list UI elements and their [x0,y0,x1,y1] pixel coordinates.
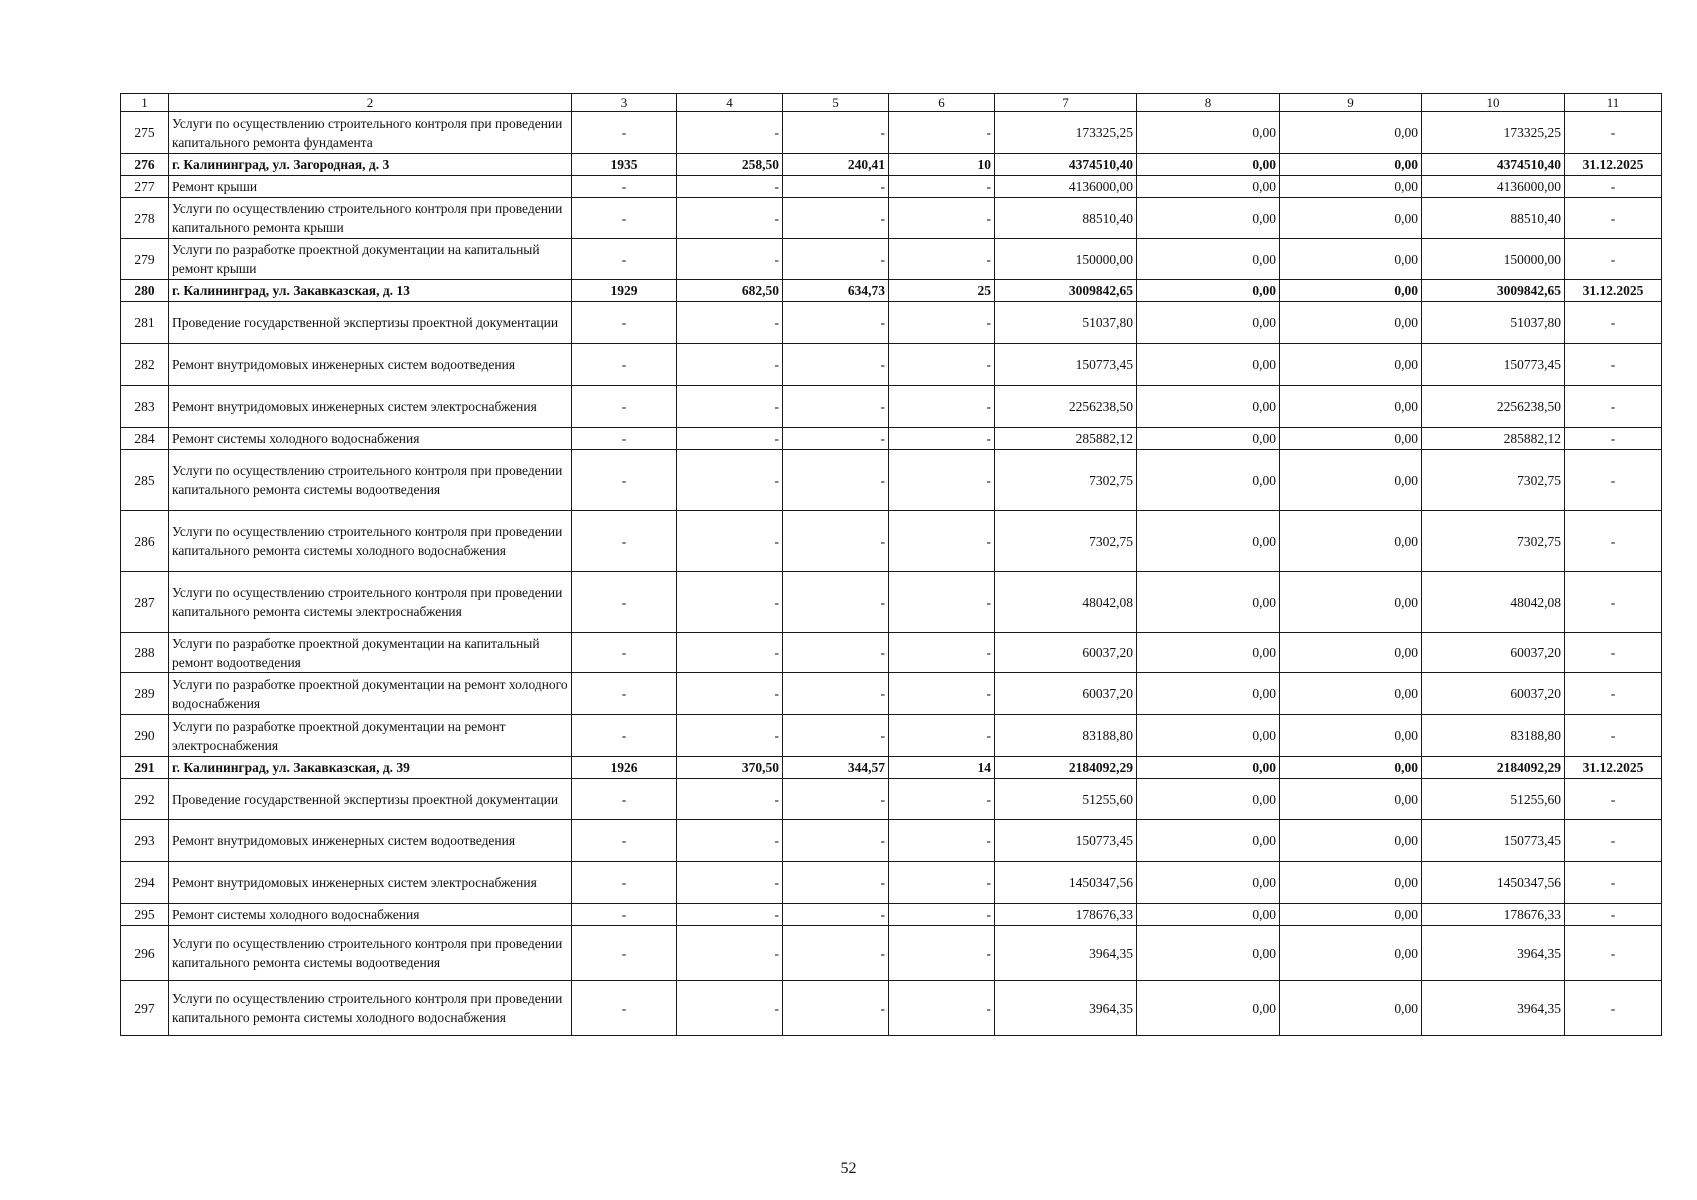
row-number: 281 [121,302,169,344]
deadline-cell: - [1565,450,1662,511]
cost-fund-cell: 0,00 [1137,386,1280,428]
year-cell: 1935 [572,154,677,176]
area-living-cell: - [783,112,889,154]
residents-cell: - [889,904,995,926]
year-cell: - [572,386,677,428]
year-cell: - [572,112,677,154]
cost-budget-cell: 0,00 [1280,302,1422,344]
year-cell: - [572,572,677,633]
year-cell: - [572,633,677,673]
deadline-cell: 31.12.2025 [1565,757,1662,779]
column-number: 5 [783,94,889,112]
cost-owners-cell: 3964,35 [1422,926,1565,981]
table-row [121,981,1662,1036]
column-number: 2 [169,94,572,112]
item-name: Услуги по осуществлению строительного контроля при проведении капитального ремонта системы водоотведения [169,926,572,981]
table-row [121,820,1662,862]
column-number: 9 [1280,94,1422,112]
area-total-cell: - [677,176,783,198]
cost-owners-cell: 178676,33 [1422,904,1565,926]
cost-total-cell: 7302,75 [995,450,1137,511]
table-row [121,511,1662,572]
cost-owners-cell: 7302,75 [1422,511,1565,572]
area-living-cell: - [783,511,889,572]
residents-cell: - [889,926,995,981]
area-total-cell: - [677,112,783,154]
area-total-cell: - [677,344,783,386]
table-row [121,779,1662,820]
deadline-cell: - [1565,904,1662,926]
cost-fund-cell: 0,00 [1137,511,1280,572]
table-row [121,428,1662,450]
item-name: Ремонт внутридомовых инженерных систем электроснабжения [169,862,572,904]
cost-fund-cell: 0,00 [1137,904,1280,926]
residents-cell: - [889,779,995,820]
cost-budget-cell: 0,00 [1280,511,1422,572]
cost-total-cell: 48042,08 [995,572,1137,633]
area-living-cell: - [783,386,889,428]
cost-fund-cell: 0,00 [1137,779,1280,820]
area-total-cell: - [677,862,783,904]
cost-fund-cell: 0,00 [1137,302,1280,344]
area-living-cell: - [783,572,889,633]
cost-owners-cell: 3964,35 [1422,981,1565,1036]
item-name: г. Калининград, ул. Закавказская, д. 13 [169,280,572,302]
cost-total-cell: 60037,20 [995,633,1137,673]
item-name: Ремонт системы холодного водоснабжения [169,428,572,450]
cost-owners-cell: 83188,80 [1422,715,1565,757]
area-living-cell: - [783,344,889,386]
cost-budget-cell: 0,00 [1280,239,1422,280]
year-cell: - [572,198,677,239]
row-number: 286 [121,511,169,572]
cost-budget-cell: 0,00 [1280,862,1422,904]
table-row [121,633,1662,673]
cost-owners-cell: 48042,08 [1422,572,1565,633]
year-cell: - [572,904,677,926]
cost-owners-cell: 285882,12 [1422,428,1565,450]
row-number: 285 [121,450,169,511]
area-total-cell: 370,50 [677,757,783,779]
year-cell: - [572,176,677,198]
area-total-cell: - [677,302,783,344]
cost-total-cell: 88510,40 [995,198,1137,239]
area-living-cell: - [783,820,889,862]
area-total-cell: - [677,572,783,633]
row-number: 294 [121,862,169,904]
row-number: 295 [121,904,169,926]
residents-cell: - [889,981,995,1036]
residents-cell: - [889,344,995,386]
cost-budget-cell: 0,00 [1280,820,1422,862]
item-name: Ремонт внутридомовых инженерных систем электроснабжения [169,386,572,428]
area-total-cell: 258,50 [677,154,783,176]
cost-fund-cell: 0,00 [1137,280,1280,302]
row-number: 288 [121,633,169,673]
row-number: 283 [121,386,169,428]
deadline-cell: - [1565,633,1662,673]
row-number: 282 [121,344,169,386]
deadline-cell: - [1565,198,1662,239]
area-total-cell: - [677,450,783,511]
cost-owners-cell: 2256238,50 [1422,386,1565,428]
table-row [121,386,1662,428]
year-cell: - [572,715,677,757]
item-name: Ремонт крыши [169,176,572,198]
area-total-cell: - [677,428,783,450]
year-cell: - [572,779,677,820]
item-name: Услуги по осуществлению строительного контроля при проведении капитального ремонта системы холодного водоснабжения [169,981,572,1036]
cost-fund-cell: 0,00 [1137,633,1280,673]
row-number: 290 [121,715,169,757]
cost-owners-cell: 51255,60 [1422,779,1565,820]
item-name: Проведение государственной экспертизы проектной документации [169,779,572,820]
cost-owners-cell: 7302,75 [1422,450,1565,511]
cost-fund-cell: 0,00 [1137,715,1280,757]
deadline-cell: - [1565,176,1662,198]
cost-fund-cell: 0,00 [1137,198,1280,239]
area-living-cell: - [783,198,889,239]
cost-budget-cell: 0,00 [1280,779,1422,820]
table-row [121,344,1662,386]
residents-cell: - [889,450,995,511]
cost-fund-cell: 0,00 [1137,239,1280,280]
column-number: 1 [121,94,169,112]
residents-cell: - [889,820,995,862]
row-number: 275 [121,112,169,154]
residents-cell: 14 [889,757,995,779]
cost-budget-cell: 0,00 [1280,904,1422,926]
data-table [120,93,1662,1036]
residents-cell: - [889,428,995,450]
table-row [121,198,1662,239]
area-total-cell: - [677,511,783,572]
cost-owners-cell: 60037,20 [1422,633,1565,673]
row-number: 291 [121,757,169,779]
cost-owners-cell: 150000,00 [1422,239,1565,280]
residents-cell: - [889,112,995,154]
table-row [121,715,1662,757]
row-number: 284 [121,428,169,450]
item-name: г. Калининград, ул. Закавказская, д. 39 [169,757,572,779]
area-total-cell: - [677,673,783,715]
area-total-cell: - [677,779,783,820]
deadline-cell: - [1565,820,1662,862]
cost-total-cell: 51037,80 [995,302,1137,344]
column-number: 11 [1565,94,1662,112]
year-cell: - [572,862,677,904]
area-total-cell: - [677,820,783,862]
area-total-cell: - [677,633,783,673]
row-number: 279 [121,239,169,280]
cost-owners-cell: 2184092,29 [1422,757,1565,779]
residents-cell: - [889,239,995,280]
cost-total-cell: 285882,12 [995,428,1137,450]
cost-total-cell: 2256238,50 [995,386,1137,428]
cost-total-cell: 3964,35 [995,981,1137,1036]
cost-fund-cell: 0,00 [1137,428,1280,450]
cost-fund-cell: 0,00 [1137,344,1280,386]
cost-budget-cell: 0,00 [1280,715,1422,757]
area-living-cell: - [783,302,889,344]
item-name: Услуги по осуществлению строительного контроля при проведении капитального ремонта системы электроснабжения [169,572,572,633]
cost-total-cell: 150773,45 [995,820,1137,862]
area-total-cell: 682,50 [677,280,783,302]
cost-budget-cell: 0,00 [1280,926,1422,981]
cost-fund-cell: 0,00 [1137,572,1280,633]
year-cell: - [572,344,677,386]
year-cell: - [572,428,677,450]
table-row [121,572,1662,633]
column-number: 10 [1422,94,1565,112]
deadline-cell: - [1565,572,1662,633]
table-body [121,94,1662,1036]
cost-fund-cell: 0,00 [1137,176,1280,198]
cost-owners-cell: 88510,40 [1422,198,1565,239]
cost-total-cell: 3964,35 [995,926,1137,981]
year-cell: - [572,450,677,511]
table-row [121,450,1662,511]
page-number: 52 [840,1160,857,1177]
deadline-cell: - [1565,715,1662,757]
item-name: Услуги по разработке проектной документации на капитальный ремонт крыши [169,239,572,280]
area-living-cell: - [783,862,889,904]
item-name: Ремонт системы холодного водоснабжения [169,904,572,926]
row-number: 297 [121,981,169,1036]
year-cell: - [572,981,677,1036]
deadline-cell: - [1565,926,1662,981]
column-number: 6 [889,94,995,112]
year-cell: 1926 [572,757,677,779]
table-row [121,154,1662,176]
cost-total-cell: 150773,45 [995,344,1137,386]
cost-budget-cell: 0,00 [1280,176,1422,198]
cost-total-cell: 4374510,40 [995,154,1137,176]
cost-budget-cell: 0,00 [1280,673,1422,715]
cost-budget-cell: 0,00 [1280,450,1422,511]
item-name: Услуги по разработке проектной документации на ремонт электроснабжения [169,715,572,757]
area-total-cell: - [677,386,783,428]
cost-total-cell: 2184092,29 [995,757,1137,779]
table-row [121,757,1662,779]
cost-owners-cell: 51037,80 [1422,302,1565,344]
area-total-cell: - [677,239,783,280]
table-row [121,302,1662,344]
table-row [121,904,1662,926]
residents-cell: - [889,198,995,239]
area-living-cell: - [783,176,889,198]
residents-cell: - [889,673,995,715]
year-cell: - [572,511,677,572]
row-number: 296 [121,926,169,981]
area-living-cell: 634,73 [783,280,889,302]
item-name: Услуги по осуществлению строительного контроля при проведении капитального ремонта крыши [169,198,572,239]
cost-owners-cell: 173325,25 [1422,112,1565,154]
cost-fund-cell: 0,00 [1137,926,1280,981]
table-row [121,862,1662,904]
area-living-cell: - [783,779,889,820]
residents-cell: 25 [889,280,995,302]
area-living-cell: - [783,673,889,715]
column-number: 4 [677,94,783,112]
year-cell: - [572,302,677,344]
item-name: г. Калининград, ул. Загородная, д. 3 [169,154,572,176]
residents-cell: - [889,511,995,572]
row-number: 277 [121,176,169,198]
area-living-cell: - [783,715,889,757]
deadline-cell: - [1565,112,1662,154]
residents-cell: - [889,572,995,633]
cost-budget-cell: 0,00 [1280,198,1422,239]
year-cell: - [572,926,677,981]
area-living-cell: - [783,450,889,511]
area-living-cell: - [783,904,889,926]
area-total-cell: - [677,715,783,757]
cost-owners-cell: 4136000,00 [1422,176,1565,198]
area-living-cell: 240,41 [783,154,889,176]
cost-total-cell: 51255,60 [995,779,1137,820]
cost-budget-cell: 0,00 [1280,757,1422,779]
cost-total-cell: 1450347,56 [995,862,1137,904]
area-living-cell: - [783,633,889,673]
cost-budget-cell: 0,00 [1280,633,1422,673]
table-row [121,239,1662,280]
residents-cell: - [889,176,995,198]
row-number: 287 [121,572,169,633]
cost-total-cell: 7302,75 [995,511,1137,572]
deadline-cell: - [1565,428,1662,450]
cost-total-cell: 83188,80 [995,715,1137,757]
column-number: 8 [1137,94,1280,112]
area-living-cell: 344,57 [783,757,889,779]
item-name: Услуги по осуществлению строительного контроля при проведении капитального ремонта фундамента [169,112,572,154]
item-name: Услуги по разработке проектной документации на ремонт холодного водоснабжения [169,673,572,715]
cost-fund-cell: 0,00 [1137,820,1280,862]
residents-cell: - [889,862,995,904]
area-total-cell: - [677,926,783,981]
table-row [121,926,1662,981]
column-number: 3 [572,94,677,112]
cost-fund-cell: 0,00 [1137,450,1280,511]
deadline-cell: - [1565,779,1662,820]
deadline-cell: - [1565,239,1662,280]
residents-cell: - [889,633,995,673]
cost-budget-cell: 0,00 [1280,280,1422,302]
cost-total-cell: 173325,25 [995,112,1137,154]
year-cell: - [572,820,677,862]
row-number: 276 [121,154,169,176]
deadline-cell: - [1565,673,1662,715]
cost-owners-cell: 1450347,56 [1422,862,1565,904]
cost-budget-cell: 0,00 [1280,386,1422,428]
area-total-cell: - [677,198,783,239]
cost-total-cell: 3009842,65 [995,280,1137,302]
item-name: Услуги по осуществлению строительного контроля при проведении капитального ремонта системы холодного водоснабжения [169,511,572,572]
cost-budget-cell: 0,00 [1280,112,1422,154]
deadline-cell: - [1565,302,1662,344]
cost-owners-cell: 150773,45 [1422,344,1565,386]
cost-total-cell: 178676,33 [995,904,1137,926]
cost-budget-cell: 0,00 [1280,154,1422,176]
cost-fund-cell: 0,00 [1137,862,1280,904]
item-name: Услуги по разработке проектной документации на капитальный ремонт водоотведения [169,633,572,673]
residents-cell: - [889,715,995,757]
cost-budget-cell: 0,00 [1280,344,1422,386]
table-row [121,280,1662,302]
deadline-cell: 31.12.2025 [1565,154,1662,176]
column-number-row [121,94,1662,112]
deadline-cell: 31.12.2025 [1565,280,1662,302]
cost-budget-cell: 0,00 [1280,572,1422,633]
cost-fund-cell: 0,00 [1137,981,1280,1036]
item-name: Ремонт внутридомовых инженерных систем водоотведения [169,344,572,386]
deadline-cell: - [1565,344,1662,386]
area-living-cell: - [783,239,889,280]
column-number: 7 [995,94,1137,112]
table-row [121,112,1662,154]
cost-fund-cell: 0,00 [1137,673,1280,715]
table-row [121,176,1662,198]
table-row [121,673,1662,715]
cost-owners-cell: 60037,20 [1422,673,1565,715]
residents-cell: - [889,302,995,344]
cost-fund-cell: 0,00 [1137,154,1280,176]
deadline-cell: - [1565,511,1662,572]
cost-fund-cell: 0,00 [1137,757,1280,779]
item-name: Ремонт внутридомовых инженерных систем водоотведения [169,820,572,862]
year-cell: - [572,673,677,715]
cost-owners-cell: 4374510,40 [1422,154,1565,176]
cost-fund-cell: 0,00 [1137,112,1280,154]
item-name: Проведение государственной экспертизы проектной документации [169,302,572,344]
cost-total-cell: 60037,20 [995,673,1137,715]
area-living-cell: - [783,981,889,1036]
area-total-cell: - [677,981,783,1036]
residents-cell: - [889,386,995,428]
area-total-cell: - [677,904,783,926]
deadline-cell: - [1565,862,1662,904]
item-name: Услуги по осуществлению строительного контроля при проведении капитального ремонта системы водоотведения [169,450,572,511]
year-cell: - [572,239,677,280]
row-number: 289 [121,673,169,715]
year-cell: 1929 [572,280,677,302]
row-number: 280 [121,280,169,302]
deadline-cell: - [1565,386,1662,428]
residents-cell: 10 [889,154,995,176]
cost-owners-cell: 3009842,65 [1422,280,1565,302]
row-number: 292 [121,779,169,820]
area-living-cell: - [783,926,889,981]
cost-budget-cell: 0,00 [1280,981,1422,1036]
row-number: 278 [121,198,169,239]
cost-total-cell: 150000,00 [995,239,1137,280]
deadline-cell: - [1565,981,1662,1036]
row-number: 293 [121,820,169,862]
cost-total-cell: 4136000,00 [995,176,1137,198]
cost-budget-cell: 0,00 [1280,428,1422,450]
area-living-cell: - [783,428,889,450]
cost-owners-cell: 150773,45 [1422,820,1565,862]
